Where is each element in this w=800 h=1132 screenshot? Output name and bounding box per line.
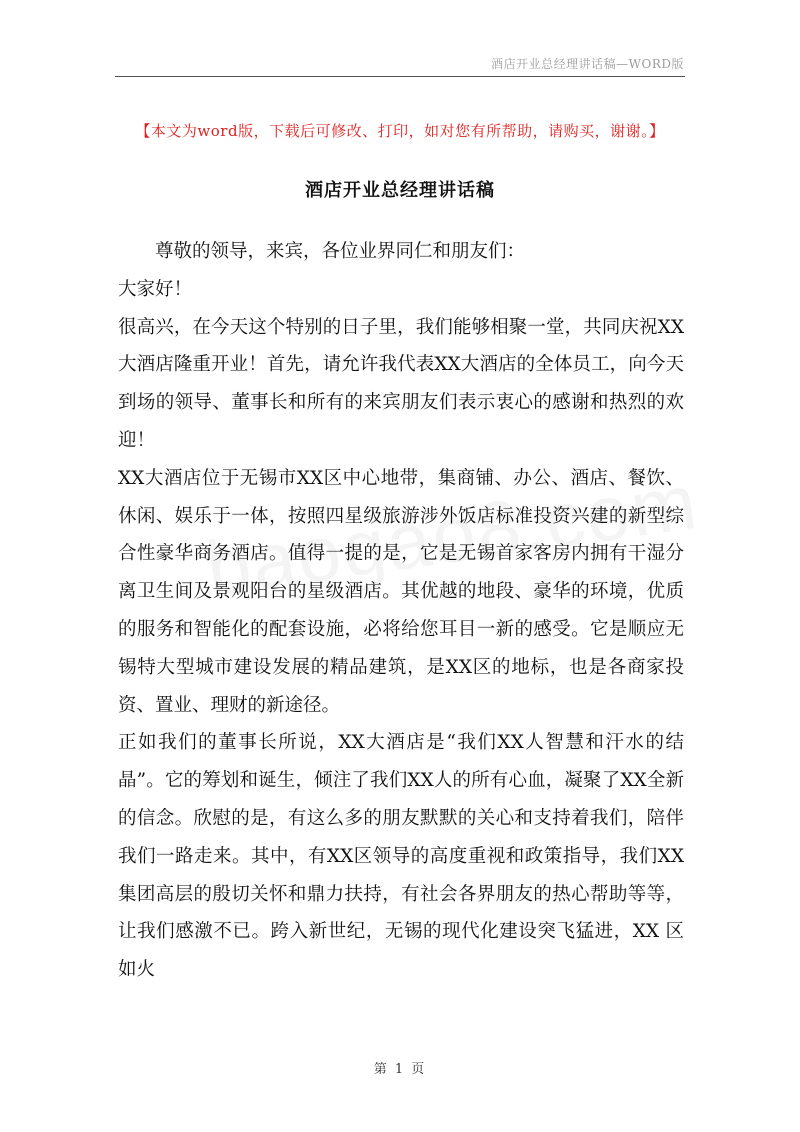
body-paragraph: XX大酒店位于无锡市XX区中心地带，集商铺、办公、酒店、餐饮、休闲、娱乐于一体，按照四星级旅游涉外饭店标准投资兴建的新型综合性豪华商务酒店。值得一提的是，它是无锡首家客房内拥有干湿分离卫生间及景观阳台的星级酒店。其优越的地段、豪华的环境，优质的服务和智能化的配套设施，必将给您耳目一新的感受。它是顺应无锡特大型城市建设发展的精品建筑，是XX区的地标，也是各商家投资、置业、理财的新途径。 (118, 467, 684, 716)
page-number: 第 1 页 (373, 1062, 427, 1077)
body-paragraph: 很高兴，在今天这个特别的日子里，我们能够相聚一堂，共同庆祝XX大酒店隆重开业！首先，请允许我代表XX大酒店的全体员工，向今天到场的领导、董事长和所有的来宾朋友们表示衷心的感谢和热烈的欢迎！ (118, 316, 684, 451)
body-paragraph: 正如我们的董事长所说，XX大酒店是“我们XX人智慧和汗水的结晶”。它的筹划和诞生，倾注了我们XX人的所有心血，凝聚了XX全新的信念。欣慰的是，有这么多的朋友默默的关心和支持着我们，陪伴我们一路走来。其中，有XX区领导的高度重视和政策指导，我们XX集团高层的殷切关怀和鼎力扶持，有社会各界朋友的热心帮助等等，让我们感激不已。跨入新世纪，无锡的现代化建设突飞猛进，XX 区如火 (118, 732, 684, 981)
greeting-paragraph: 大家好！ (118, 278, 193, 300)
purchase-notice: 【本文为word版，下载后可修改、打印，如对您有所帮助，请购买，谢谢。】 (135, 122, 665, 140)
salutation-paragraph: 尊敬的领导，来宾，各位业界同仁和朋友们： (155, 241, 526, 262)
running-header: 酒店开业总经理讲话稿—WORD版 (491, 57, 684, 71)
document-title: 酒店开业总经理讲话稿 (305, 180, 495, 201)
header-divider (115, 76, 685, 77)
document-body (118, 233, 684, 989)
